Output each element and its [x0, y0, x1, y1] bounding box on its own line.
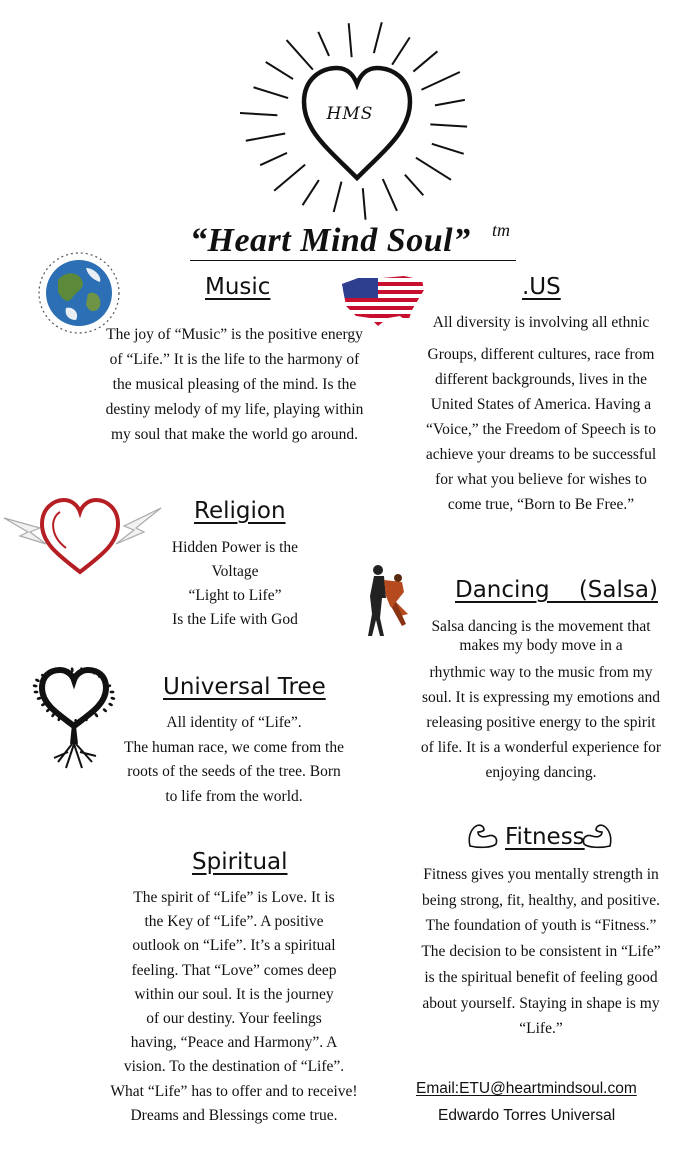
flexed-arm-left-icon [466, 820, 500, 850]
text-line: of “Life.” It is the life to the harmony of [109, 351, 360, 368]
text-line: of our destiny. Your feelings [146, 1010, 322, 1028]
text-line: to life from the world. [165, 787, 303, 805]
section-text-fitness [398, 862, 684, 1042]
text-line: of life. It is a wonderful experience for [420, 739, 662, 756]
page-title: “Heart Mind Soul” [190, 222, 471, 259]
text-line: Voltage [211, 563, 259, 580]
text-line: destiny melody of my life, playing within [105, 401, 364, 418]
text-line: United States of America. Having a [430, 396, 652, 413]
email-link[interactable]: Email:ETU@heartmindsoul.com [416, 1080, 637, 1097]
text-line: the Key of “Life”. A positive [144, 913, 324, 931]
section-heading-fitness: Fitness [505, 824, 585, 850]
text-line: Groups, different cultures, race from [427, 346, 655, 363]
text-line: “Voice,” the Freedom of Speech is to [426, 421, 656, 438]
text-line: being strong, fit, healthy, and positive. [422, 891, 660, 909]
text-line: the musical pleasing of the mind. Is the [112, 376, 357, 393]
text-line: All diversity is involving all ethnic [432, 314, 650, 331]
text-line: enjoying dancing. [485, 764, 597, 781]
section-text-music [92, 322, 377, 447]
text-line: The spirit of “Life” is Love. It is [133, 889, 335, 906]
text-line: come true, “Born to Be Free.” [447, 496, 635, 513]
section-heading-spiritual: Spiritual [192, 849, 288, 875]
section-text-spiritual [94, 886, 374, 1128]
text-line: Hidden Power is the [171, 539, 299, 556]
text-line: soul. It is expressing my emotions and [421, 689, 661, 706]
trademark-label: tm [492, 220, 510, 240]
author-name: Edwardo Torres Universal [438, 1107, 616, 1124]
text-line: The foundation of youth is “Fitness.” [425, 917, 657, 935]
text-line: releasing positive energy to the spirit [426, 714, 656, 731]
text-line: The decision to be consistent in “Life” [421, 943, 661, 961]
text-line: Is the Life with God [172, 611, 298, 628]
text-line: “Life.” [519, 1020, 563, 1038]
flexed-arm-right-icon [580, 820, 614, 850]
text-line: The joy of “Music” is the positive energy [106, 326, 363, 343]
heart-tree-icon [28, 664, 120, 770]
text-line: rhythmic way to the music from my [429, 664, 653, 681]
text-line: vision. To the destination of “Life”. [123, 1058, 345, 1076]
section-text-dancing [400, 618, 682, 785]
text-line: having, “Peace and Harmony”. A [130, 1034, 338, 1052]
text-line: within our soul. It is the journey [134, 985, 334, 1003]
logo-monogram: HMS [326, 104, 374, 124]
text-line: achieve your dreams to be successful [425, 446, 657, 463]
text-line: Salsa dancing is the movement that [431, 618, 651, 635]
text-line: Dreams and Blessings come true. [130, 1106, 338, 1124]
section-heading-us: .US [522, 274, 561, 300]
text-line: different backgrounds, lives in the [435, 371, 647, 388]
section-heading-dancing: Dancing (Salsa) [455, 577, 658, 603]
section-text-tree [108, 711, 360, 809]
section-heading-tree: Universal Tree [163, 674, 326, 700]
text-line: All identity of “Life”. [166, 714, 302, 731]
text-line: makes my body move in a [459, 637, 623, 654]
heart-lightning-icon [0, 492, 165, 582]
section-text-religion [150, 536, 320, 632]
text-line: outlook on “Life”. It’s a spiritual [132, 937, 336, 955]
text-line: about yourself. Staying in shape is my [422, 994, 660, 1012]
text-line: roots of the seeds of the tree. Born [127, 763, 341, 780]
section-text-us [400, 310, 682, 517]
text-line: my soul that make the world go around. [110, 426, 359, 443]
section-heading-music: Music [205, 274, 271, 300]
text-line: What “Life” has to offer and to receive! [110, 1082, 358, 1100]
text-line: Fitness gives you mentally strength in [423, 866, 659, 883]
text-line: “Light to Life” [188, 587, 282, 604]
section-heading-religion: Religion [194, 498, 286, 524]
title-underline [190, 260, 516, 261]
text-line: for what you believe for wishes to [435, 471, 647, 488]
text-line: feeling. That “Love” comes deep [131, 961, 337, 979]
text-line: The human race, we come from the [124, 738, 344, 756]
text-line: is the spiritual benefit of feeling good [424, 968, 658, 986]
